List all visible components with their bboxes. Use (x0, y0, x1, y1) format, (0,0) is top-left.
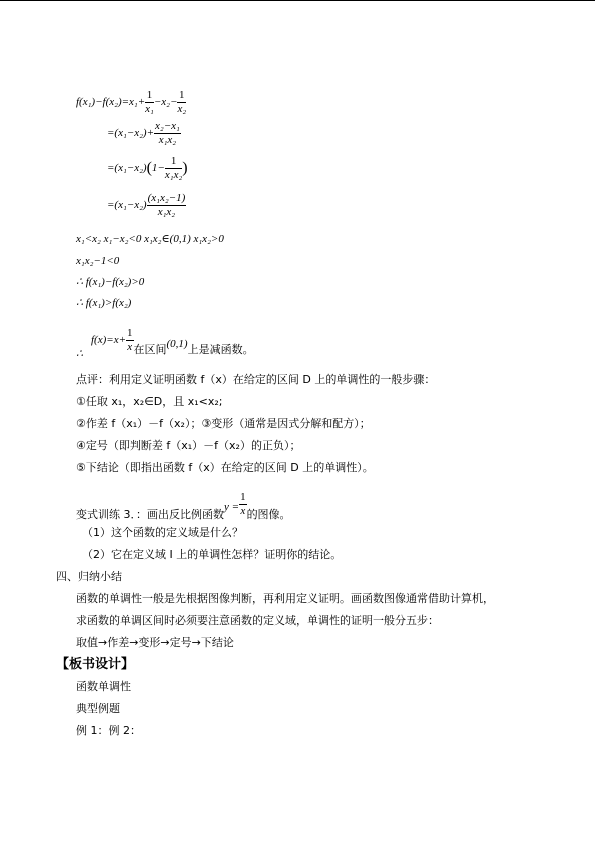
summary-line-1: 函数的单调性一般是先根据图像判断，再利用定义证明。画函数图像通常借助计算机， (76, 592, 494, 605)
board-design-title: 【板书设计】 (56, 657, 135, 672)
board-item-3: 例 1：例 2： (76, 724, 141, 737)
board-item-1: 函数单调性 (76, 680, 131, 693)
step-3: ④定号（即判断差 f（x₁）－f（x₂）的正负）； (76, 439, 301, 452)
equation-line-1: f(x₁)−f(x₂)=x₁+ $\frac{1}{\text{x₁}}$ −x₂− $\frac{1}{\text{x₂}}$ (76, 89, 187, 115)
question-1: （1）这个函数的定义域是什么？ (82, 526, 243, 539)
condition-line: x₁<x₂ x₁−x₂<0 x₁x₂∈(0,1) x₁x₂>0 (76, 233, 224, 245)
board-item-2: 典型例题 (76, 702, 120, 715)
section-4-title: 四、归纳小结 (56, 570, 122, 583)
step-2: ②作差 f（x₁）－f（x₂）；③变形（通常是因式分解和配方）； (76, 417, 371, 430)
step-1: ①任取 x₁，x₂∈D，且 x₁<x₂; (76, 395, 223, 408)
variant-exercise: 变式训练 3．：画出反比例函数y = $\frac{1}{x}$ 的图像。 (76, 491, 291, 521)
equation-line-4: =(x₁−x₂) $\frac{\text{(x₁x₂−1)}}{\text{x₁x₂}}$ (107, 192, 186, 218)
comment-text: 点评：利用定义证明函数 f（x）在给定的区间 D 上的单调性的一般步骤： (76, 373, 436, 386)
equation-line-3: =(x₁−x₂)(1− $\frac{1}{\text{x₁x₂}}$ ) (107, 155, 188, 181)
therefore-line-2: ∴ f(x₁)>f(x₂) (76, 297, 132, 309)
equation-line-2: =(x₁−x₂)+ $\frac{\text{x₂−x₁}}{\text{x₁x₂}}$ (107, 120, 180, 146)
condition-line-2: x₁x₂−1<0 (76, 255, 120, 267)
step-4: ⑤下结论（即指出函数 f（x）在给定的区间 D 上的单调性）。 (76, 461, 374, 474)
question-2: （2）它在定义域 I 上的单调性怎样？证明你的结论。 (82, 548, 342, 561)
summary-line-2: 求函数的单调区间时必须要注意函数的定义域，单调性的证明一般分五步： (76, 614, 439, 627)
top-rule (0, 0, 595, 1)
conclusion-line: ∴f(x)=x+ $\frac{1}{x}$ 在区间(0,1)上是减函数。 (76, 327, 254, 361)
therefore-line-1: ∴ f(x₁)−f(x₂)>0 (76, 276, 145, 288)
summary-line-3: 取值→作差→变形→定号→下结论 (76, 636, 234, 649)
